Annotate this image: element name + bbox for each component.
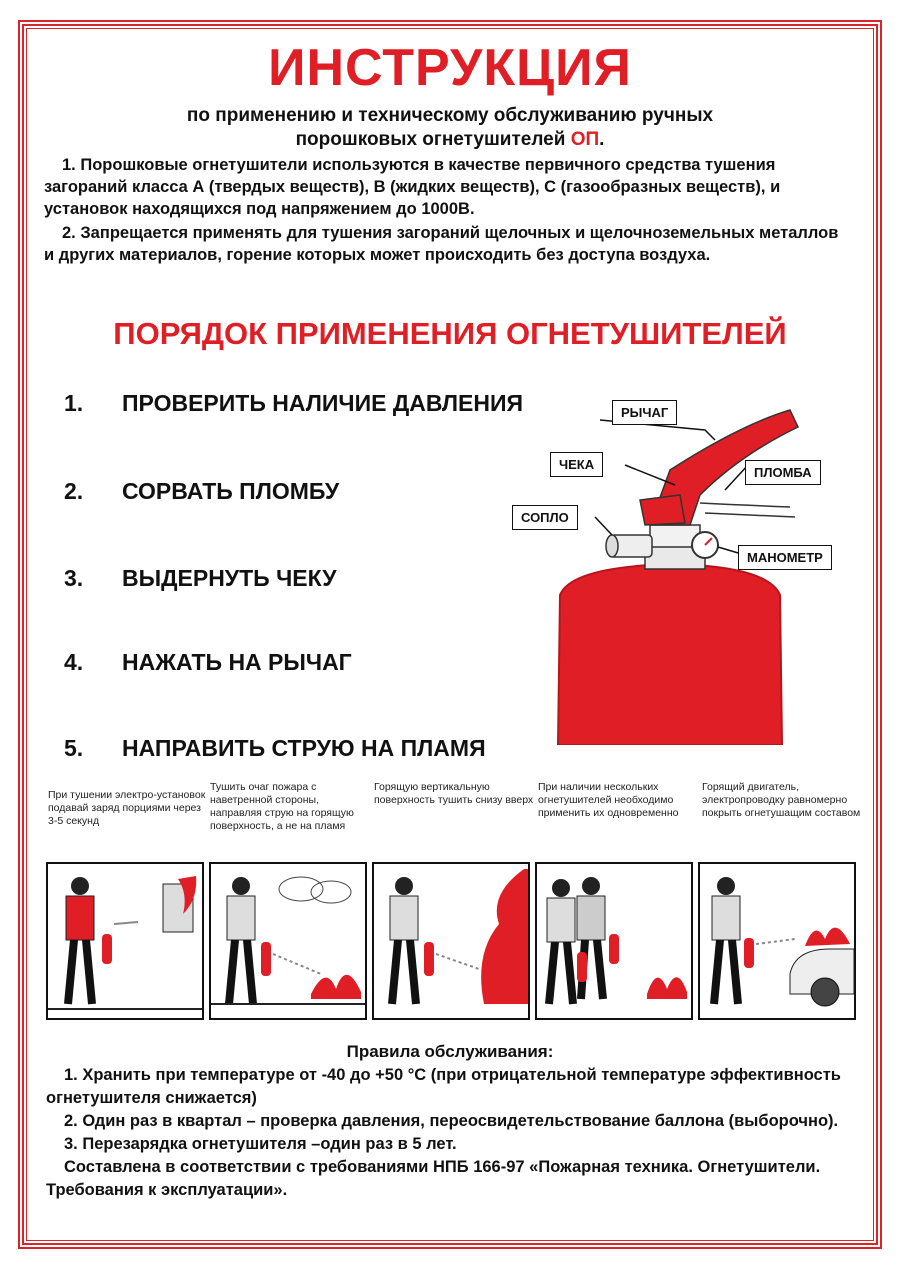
caption-5: Горящий двигатель, электропроводку равномерно покрыть огнетушащим составом — [702, 781, 861, 819]
intro-paragraph-2-text: 2. Запрещается применять для тушения загораний щелочных и щелочноземельных металлов и других материалов, горение которых может происходить без доступа воздуха. — [44, 224, 839, 264]
multiple-extinguishers-illustration — [537, 864, 691, 1018]
page-title: ИНСТРУКЦИЯ — [268, 39, 632, 97]
rule-2 — [46, 1110, 856, 1133]
step-text: НАЖАТЬ НА РЫЧАГ — [122, 649, 352, 675]
caption-1: При тушении электро-установок подавай заряд порциями через 3-5 секунд — [48, 789, 206, 827]
usage-panel-4 — [535, 862, 693, 1020]
intro-paragraph-1-text: 1. Порошковые огнетушители используются в качестве первичного средства тушения загораний класса А (твердых веществ), В (жидких веществ), С (газообразных веществ), и установок находящихся под напряжением до 1000В. — [44, 156, 781, 218]
step-4 — [64, 649, 352, 676]
step-5 — [64, 735, 486, 762]
engine-fire-illustration — [700, 864, 854, 1018]
vertical-surface-illustration — [374, 864, 528, 1018]
step-number: 1. — [64, 390, 84, 416]
usage-panel-2 — [209, 862, 367, 1020]
label-nozzle: СОПЛО — [512, 505, 578, 530]
rule-3 — [46, 1133, 856, 1156]
usage-panel-3 — [372, 862, 530, 1020]
rule-1-text: 1. Хранить при температуре от -40 до +50 °С (при отрицательной температуре эффективность огнетушителя снижается) — [46, 1066, 841, 1107]
subtitle-line-2 — [100, 128, 800, 152]
usage-panel-1 — [46, 862, 204, 1020]
label-lever: РЫЧАГ — [612, 400, 677, 425]
label-gauge: МАНОМЕТР — [738, 545, 832, 570]
step-2 — [64, 478, 339, 505]
maintenance-rules-title: Правила обслуживания: — [346, 1042, 554, 1061]
electrical-fire-illustration — [48, 864, 202, 1018]
subtitle-line-1: по применению и техническому обслуживанию ручных — [186, 105, 714, 126]
step-text: ПРОВЕРИТЬ НАЛИЧИЕ ДАВЛЕНИЯ — [122, 390, 524, 416]
step-text: ВЫДЕРНУТЬ ЧЕКУ — [122, 565, 337, 591]
step-3 — [64, 565, 337, 592]
maintenance-rules — [46, 1064, 856, 1202]
step-number: 4. — [64, 649, 84, 675]
subtitle-text: порошковых огнетушителей — [295, 129, 566, 150]
step-number: 2. — [64, 478, 84, 504]
usage-panel-5 — [698, 862, 856, 1020]
rule-1 — [46, 1064, 856, 1110]
rule-3-text: 3. Перезарядка огнетушителя –один раз в 5 лет. — [64, 1135, 457, 1153]
step-number: 3. — [64, 565, 84, 591]
caption-2: Тушить очаг пожара с наветренной стороны, направляя струю на горящую поверхность, а не на пламя — [210, 781, 354, 832]
compliance-note-text: Составлена в соответствии с требованиями НПБ 166-97 «Пожарная техника. Огнетушители. Требования к эксплуатации». — [46, 1158, 821, 1199]
rule-2-text: 2. Один раз в квартал – проверка давления, переосвидетельствование баллона (выборочно). — [64, 1112, 839, 1130]
step-text: СОРВАТЬ ПЛОМБУ — [122, 478, 340, 504]
label-pin: ЧЕКА — [550, 452, 603, 477]
compliance-note — [46, 1156, 856, 1202]
section-title: ПОРЯДОК ПРИМЕНЕНИЯ ОГНЕТУШИТЕЛЕЙ — [113, 316, 787, 351]
subtitle-period: . — [599, 129, 605, 150]
step-number: 5. — [64, 735, 84, 761]
intro-paragraph-2 — [44, 222, 844, 266]
page-subtitle — [100, 104, 800, 152]
caption-4: При наличии нескольких огнетушителей необходимо применить их одновременно — [538, 781, 679, 819]
intro-paragraph-1 — [44, 154, 844, 220]
step-text: НАПРАВИТЬ СТРУЮ НА ПЛАМЯ — [122, 735, 486, 761]
step-1 — [64, 390, 523, 417]
caption-3: Горящую вертикальную поверхность тушить снизу вверх — [374, 781, 534, 806]
label-seal: ПЛОМБА — [745, 460, 821, 485]
subtitle-type-code: ОП — [570, 129, 600, 150]
windward-fire-illustration — [211, 864, 365, 1018]
